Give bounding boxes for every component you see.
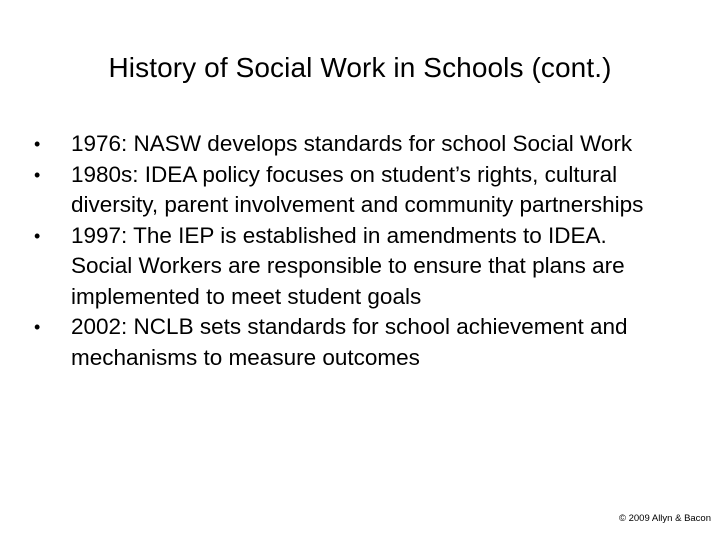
slide-title: History of Social Work in Schools (cont.) bbox=[108, 52, 612, 83]
bullet-dot-icon: • bbox=[34, 134, 41, 154]
bullet-dot-icon: • bbox=[34, 317, 41, 337]
copyright-notice: © 2009 Allyn & Bacon bbox=[618, 513, 711, 524]
bullet-dot-icon: • bbox=[34, 164, 41, 185]
bullet-text: 1980s: IDEA policy focuses on student’s rights, cultural diversity, parent involvement and community partnerships bbox=[71, 161, 644, 217]
bullet-text: 2002: NCLB sets standards for school achievement and mechanisms to measure outcomes bbox=[71, 314, 628, 370]
bullet-item-1980s bbox=[34, 160, 674, 221]
bullet-item-1976 bbox=[34, 129, 674, 160]
bullet-text: 1997: The IEP is established in amendments to IDEA. Social Workers are responsible to ensure that plans are implemented to meet student goals bbox=[71, 222, 625, 309]
bullet-dot-icon: • bbox=[34, 225, 41, 246]
bullet-item-2002 bbox=[34, 312, 674, 373]
bullet-list bbox=[34, 129, 674, 373]
bullet-item-1997 bbox=[34, 221, 674, 313]
bullet-text: 1976: NASW develops standards for school Social Work bbox=[71, 131, 633, 156]
